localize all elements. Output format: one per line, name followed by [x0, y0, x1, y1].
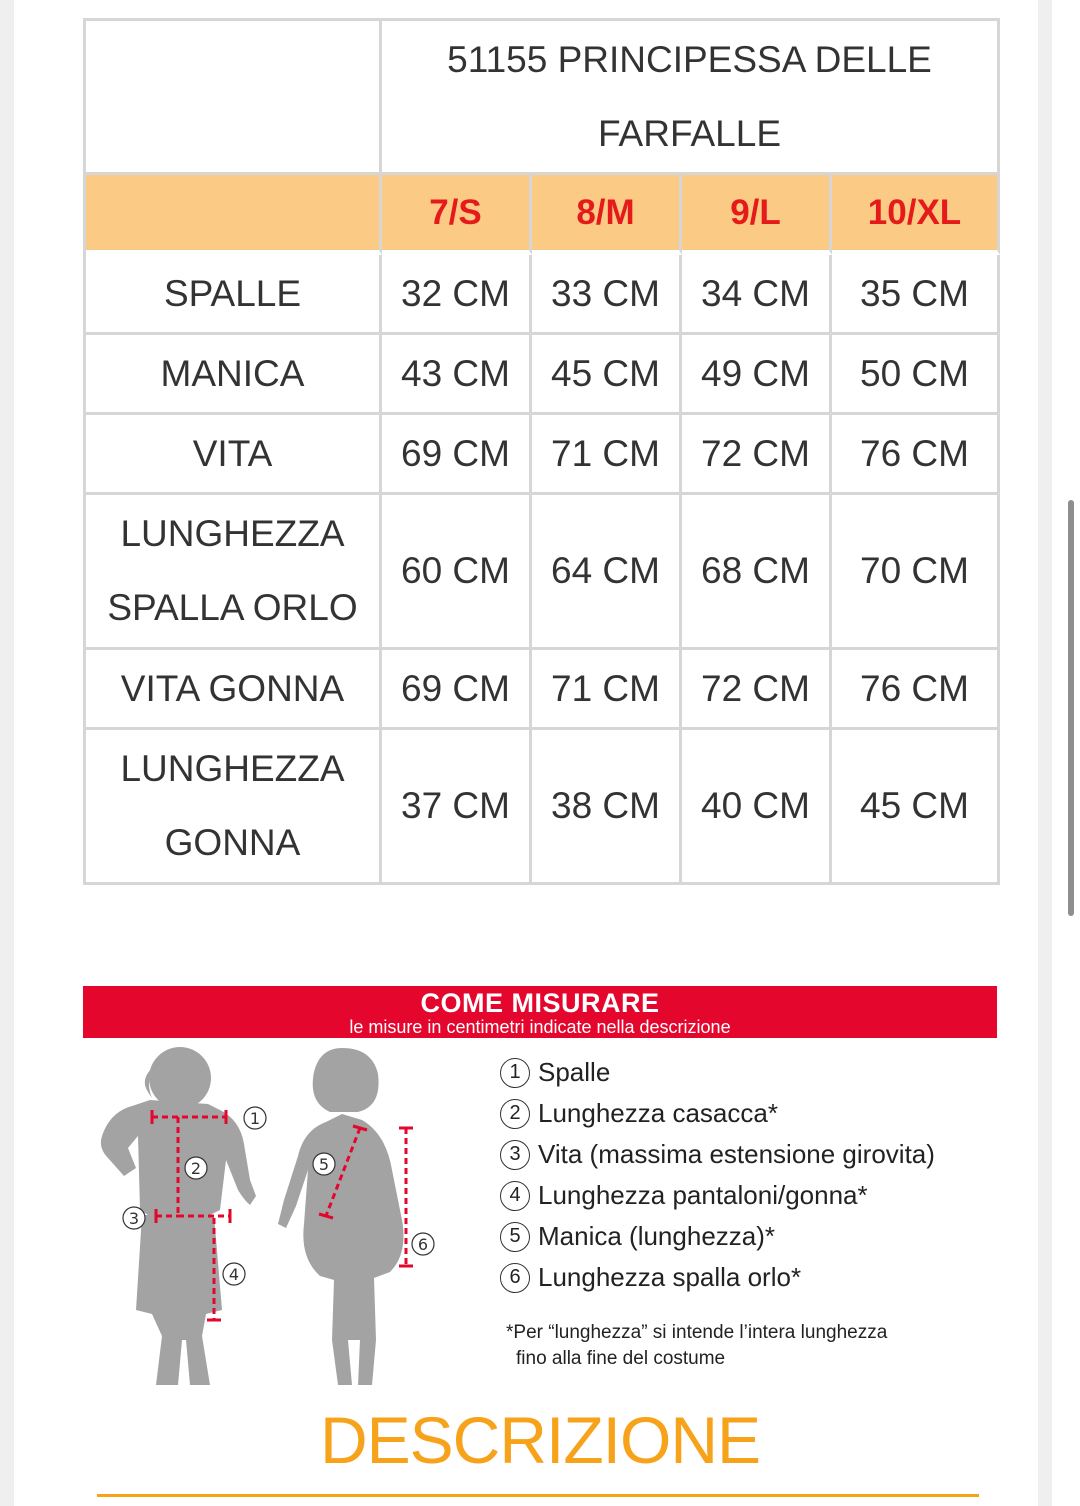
legend-label: Lunghezza casacca* — [538, 1098, 778, 1128]
table-cell: 34 CM — [682, 255, 832, 335]
number-circle-icon: 2 — [500, 1099, 530, 1129]
table-row — [86, 335, 1000, 415]
table-corner-cell — [86, 21, 382, 175]
row-label: VITA — [86, 415, 382, 495]
row-label: MANICA — [86, 335, 382, 415]
footnote-line: *Per “lunghezza” si intende l’intera lunghezza — [506, 1322, 888, 1343]
measure-legend — [500, 1052, 1020, 1298]
table-cell: 69 CM — [382, 415, 532, 495]
svg-text:1: 1 — [249, 1109, 261, 1128]
legend-label: Spalle — [538, 1057, 611, 1087]
legend-label: Vita (massima estensione girovita) — [538, 1139, 935, 1169]
legend-label: Lunghezza spalla orlo* — [538, 1262, 802, 1292]
table-cell: 40 CM — [682, 730, 832, 885]
measure-footnote — [506, 1320, 986, 1372]
legend-item — [500, 1134, 1020, 1175]
size-header-cell: 7/S — [382, 175, 532, 255]
legend-item — [500, 1093, 1020, 1134]
marker-1 — [244, 1107, 266, 1129]
right-margin-strip — [1038, 0, 1052, 1506]
table-cell: 50 CM — [832, 335, 1000, 415]
row-label: LUNGHEZZA GONNA — [86, 730, 382, 885]
table-row — [86, 650, 1000, 730]
measurement-figures — [90, 1040, 470, 1395]
table-cell: 68 CM — [682, 495, 832, 650]
legend-item — [500, 1175, 1020, 1216]
svg-text:3: 3 — [128, 1209, 140, 1228]
table-cell: 38 CM — [532, 730, 682, 885]
table-cell: 72 CM — [682, 650, 832, 730]
table-cell: 49 CM — [682, 335, 832, 415]
size-header-cell: 8/M — [532, 175, 682, 255]
table-cell: 45 CM — [532, 335, 682, 415]
table-row — [86, 255, 1000, 335]
number-circle-icon: 4 — [500, 1181, 530, 1211]
table-cell: 45 CM — [832, 730, 1000, 885]
marker-4 — [223, 1263, 245, 1285]
legend-label: Lunghezza pantaloni/gonna* — [538, 1180, 868, 1210]
size-table — [83, 18, 1000, 885]
number-circle-icon: 6 — [500, 1263, 530, 1293]
product-title: 51155 PRINCIPESSA DELLE FARFALLE — [382, 21, 1000, 175]
table-cell: 33 CM — [532, 255, 682, 335]
table-row — [86, 495, 1000, 650]
table-cell: 64 CM — [532, 495, 682, 650]
girl-silhouette — [278, 1048, 404, 1385]
left-margin-strip — [0, 0, 14, 1506]
table-cell: 60 CM — [382, 495, 532, 650]
row-label: VITA GONNA — [86, 650, 382, 730]
legend-item — [500, 1052, 1020, 1093]
table-cell: 70 CM — [832, 495, 1000, 650]
svg-text:2: 2 — [190, 1159, 202, 1178]
table-cell: 71 CM — [532, 650, 682, 730]
svg-text:4: 4 — [228, 1265, 240, 1284]
size-header-cell: 10/XL — [832, 175, 1000, 255]
row-label: LUNGHEZZA SPALLA ORLO — [86, 495, 382, 650]
table-cell: 76 CM — [832, 415, 1000, 495]
table-title-row — [86, 21, 1000, 175]
legend-item — [500, 1216, 1020, 1257]
number-circle-icon: 1 — [500, 1058, 530, 1088]
table-row — [86, 730, 1000, 885]
size-header-row — [86, 175, 1000, 255]
svg-text:6: 6 — [417, 1235, 429, 1254]
legend-label: Manica (lunghezza)* — [538, 1221, 776, 1251]
table-cell: 72 CM — [682, 415, 832, 495]
table-cell: 35 CM — [832, 255, 1000, 335]
table-cell: 76 CM — [832, 650, 1000, 730]
child-silhouettes-illustration — [90, 1040, 470, 1395]
table-cell: 32 CM — [382, 255, 532, 335]
number-circle-icon: 5 — [500, 1222, 530, 1252]
size-header-blank — [86, 175, 382, 255]
size-header-cell: 9/L — [682, 175, 832, 255]
svg-text:5: 5 — [318, 1155, 330, 1174]
marker-6 — [412, 1233, 434, 1255]
measure-title: COME MISURARE — [420, 988, 660, 1018]
table-cell: 71 CM — [532, 415, 682, 495]
footnote-line: fino alla fine del costume — [516, 1348, 726, 1369]
table-cell: 37 CM — [382, 730, 532, 885]
table-row — [86, 415, 1000, 495]
marker-2 — [185, 1157, 207, 1179]
table-cell: 69 CM — [382, 650, 532, 730]
scrollbar-thumb[interactable] — [1068, 500, 1074, 916]
description-heading: DESCRIZIONE — [319, 1403, 761, 1477]
marker-3 — [123, 1207, 145, 1229]
row-label: SPALLE — [86, 255, 382, 335]
number-circle-icon: 3 — [500, 1140, 530, 1170]
measure-subtitle: le misure in centimetri indicate nella descrizione — [349, 1017, 731, 1037]
marker-5 — [313, 1153, 335, 1175]
legend-item — [500, 1257, 1020, 1298]
how-to-measure-banner — [83, 986, 997, 1038]
description-divider — [97, 1494, 979, 1497]
table-cell: 43 CM — [382, 335, 532, 415]
